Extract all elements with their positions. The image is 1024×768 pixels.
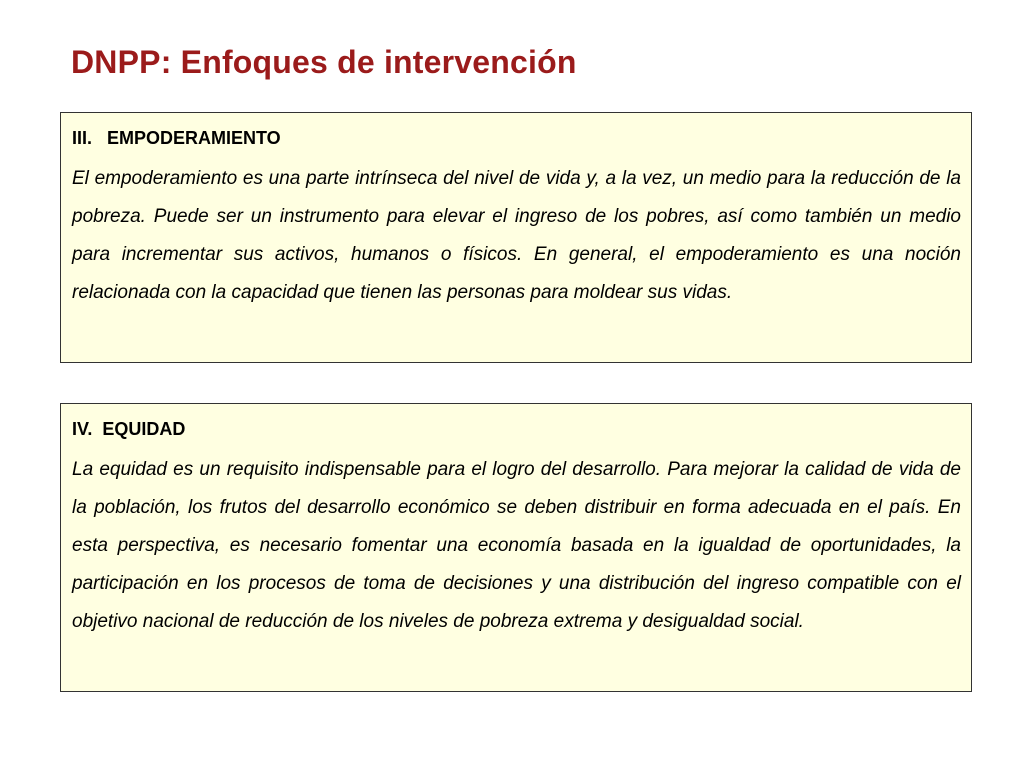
section-equidad [60,403,972,692]
section-body-equidad: La equidad es un requisito indispensable para el logro del desarrollo. Para mejorar la calidad de vida de la población, los frutos del desarrollo económico se deben distribuir en forma adecuada en el país. En esta perspectiva, es necesario fomentar una economía basada en la igualdad de oportunidades, la participación en los procesos de toma de decisiones y una distribución del ingreso compatible con el objetivo nacional de reducción de los niveles de pobreza extrema y desigualdad social. [72,459,961,632]
section-body-empoderamiento: El empoderamiento es una parte intrínseca del nivel de vida y, a la vez, un medio para la reducción de la pobreza. Puede ser un instrumento para elevar el ingreso de los pobres, así como también un medio para incrementar sus activos, humanos o físicos. En general, el empoderamiento es una noción relacionada con la capacidad que tienen las personas para moldear sus vidas. [72,168,961,303]
section-empoderamiento [60,112,972,363]
section-heading-empoderamiento: III. EMPODERAMIENTO [72,128,281,148]
section-heading-equidad: IV. EQUIDAD [72,419,186,439]
slide-title: DNPP: Enfoques de intervención [71,44,577,80]
